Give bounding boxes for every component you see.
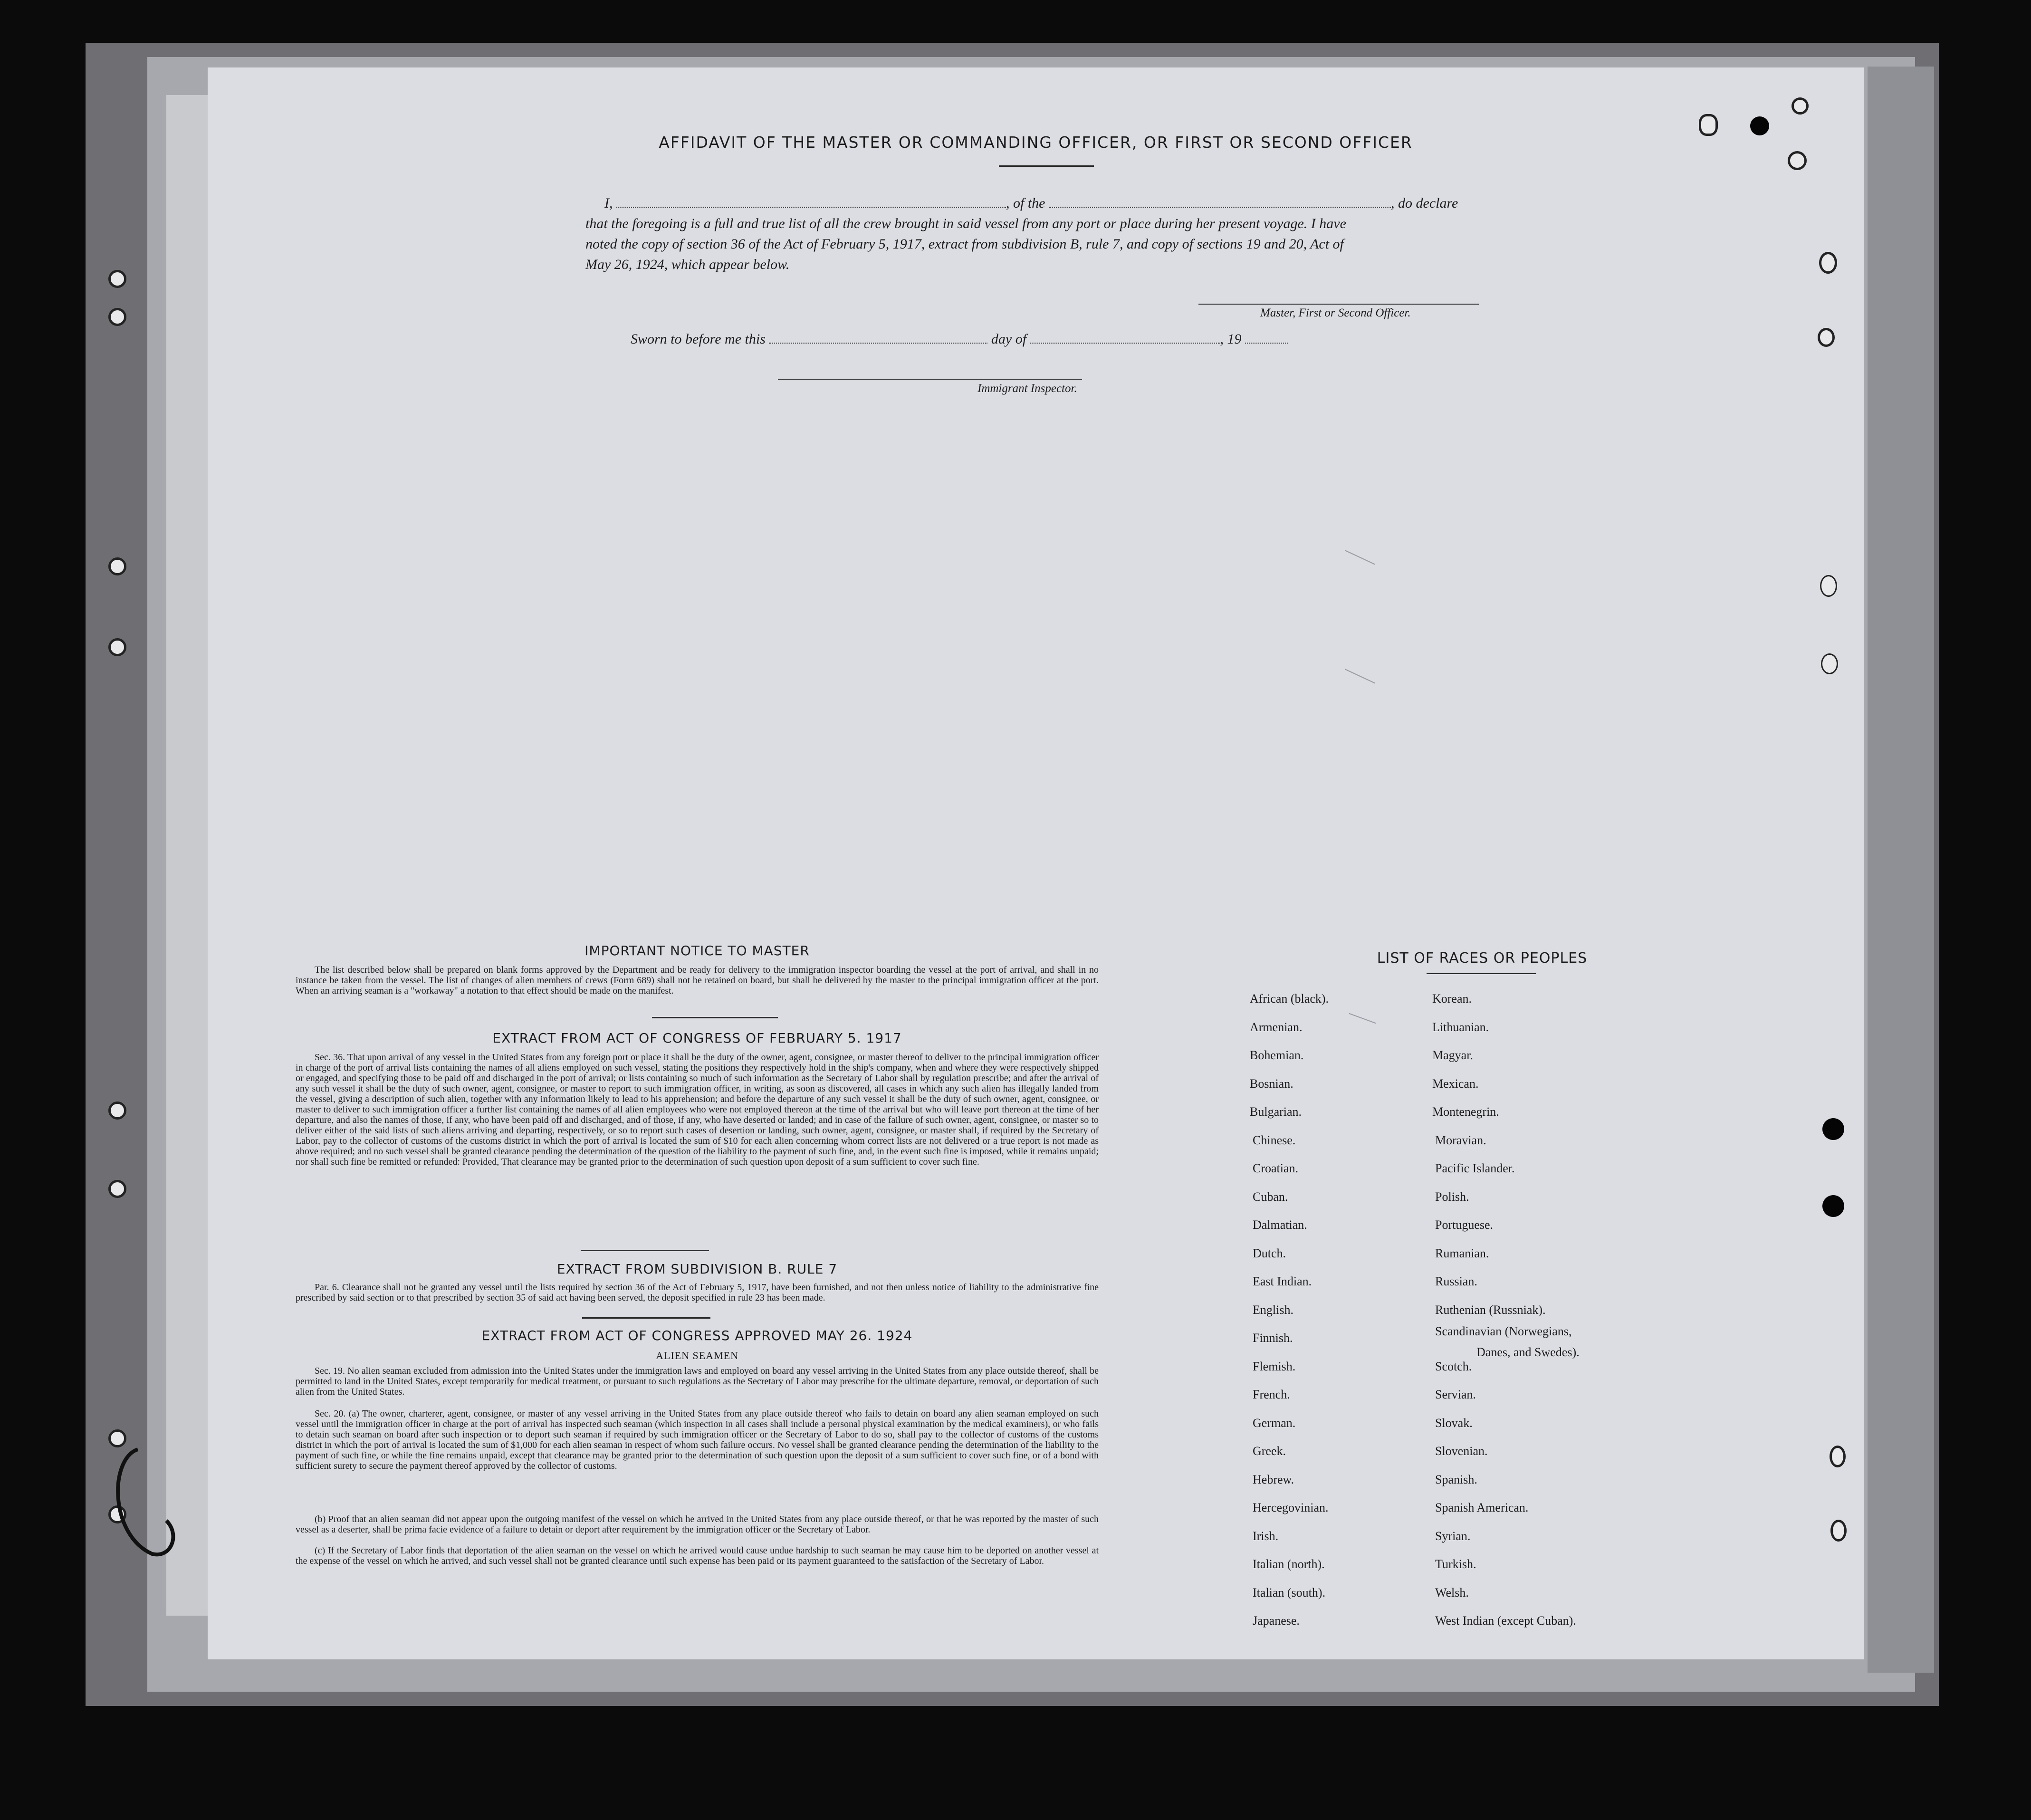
race-item: Slovak. xyxy=(1435,1416,1473,1430)
extract-1917-text: Sec. 36. That upon arrival of any vessel in the United States from any foreign port or place it shall be the duty of the owner, agent, consignee, or master thereof to deliver to the principal immigration officer in charge of the port of arrival lists containing the names of all aliens employed on such vessel, stating the positions they respectively hold in the ship's company, when and where they were respectively shipped or engaged, and specifying those to be paid off and discharged in the port of arrival; or lists containing so much of such information as the Secretary of Labor shall by regulation prescribe; and after the arrival of any such vessel it shall be the duty of such owner, agent, consignee, or master to report to such immigration officer, in writing, as soon as discovered, all cases in which any such alien has illegally landed from the vessel, giving a description of such alien, together with any information likely to lead to his apprehension; and before the departure of any such vessel it shall be the duty of such owner, agent, consignee, or master to deliver to such immigration officer a further list containing the names of all alien employees who were not employed thereon at the time of the arrival but who will leave port thereon at the time of her departure, and also the names of those, if any, who have been paid off and discharged, and of those, if any, who have deserted or landed; and in case of the failure of such owner, agent, consignee, or master so to deliver either of the said lists of such aliens arriving and departing, respectively, or so to report such cases of desertion or landing, such owner, agent, consignee, or master shall, if required by the Secretary of Labor, pay to the collector of customs of the customs district in which the port of arrival is located the sum of $10 for each alien concerning whom correct lists are not delivered or a true report is not made as above required; and no such vessel shall be granted clearance pending the determination of the question of the liability to the payment of such fine, and, in the event such fine is imposed, while it remains unpaid; nor shall such fine be remitted or refunded: Provided, That clearance may be granted prior to the determination of such question upon deposit of a sum sufficient to cover such fine. xyxy=(296,1052,1099,1167)
month-blank[interactable] xyxy=(1030,335,1220,344)
extract-rule7-text: Par. 6. Clearance shall not be granted any vessel until the lists required by section 36 of the Act of February 5, 1917, have been furnished, and not then unless notice of liability to the administrative fine prescribed by said section or to that prescribed by section 35 of said act having been served, the deposit specified in rule 23 has been made. xyxy=(296,1282,1099,1303)
race-item: Flemish. xyxy=(1253,1359,1296,1373)
extract-1917-title: EXTRACT FROM ACT OF CONGRESS OF FEBRUARY 5. 1917 xyxy=(492,1030,902,1046)
alien-seamen-subtitle: ALIEN SEAMEN xyxy=(656,1350,738,1361)
race-item: German. xyxy=(1253,1416,1296,1430)
punch-hole-icon xyxy=(1791,97,1809,115)
race-item: Finnish. xyxy=(1253,1331,1293,1345)
punch-hole-icon xyxy=(1818,328,1835,347)
sec20b-text: (b) Proof that an alien seaman did not appear upon the outgoing manifest of the vessel on which he arrived in the United States from any place outside thereof, or that he was reported by the master of such vessel as a deserter, shall be prima facie evidence of a failure to detain or deport after requirement by the immigration officer or the Secretary of Labor. xyxy=(296,1514,1099,1535)
binder-hole-icon xyxy=(108,638,126,656)
race-item: Bosnian. xyxy=(1250,1076,1293,1091)
year-blank[interactable] xyxy=(1245,335,1288,344)
race-item: Cuban. xyxy=(1253,1189,1288,1204)
race-item: Hercegovinian. xyxy=(1253,1501,1329,1514)
binder-hole-icon xyxy=(108,1180,126,1198)
of-the-label: , of the xyxy=(1006,195,1045,211)
section-divider xyxy=(652,1017,778,1018)
punch-hole-icon xyxy=(1821,653,1838,674)
day-of-label: day of xyxy=(991,331,1027,347)
race-item: Korean. xyxy=(1432,992,1472,1006)
race-item: Polish. xyxy=(1435,1189,1469,1204)
affidavit-line-4: May 26, 1924, which appear below. xyxy=(585,257,790,272)
master-signature-line[interactable] xyxy=(1198,304,1479,305)
sworn-line xyxy=(631,331,1288,347)
race-item: Dalmatian. xyxy=(1253,1218,1307,1232)
race-item: Hebrew. xyxy=(1253,1472,1294,1486)
binder-hole-icon xyxy=(108,1102,126,1120)
affidavit-line-1 xyxy=(585,193,1721,213)
do-declare-label: , do declare xyxy=(1391,195,1458,211)
inspector-signature-line[interactable] xyxy=(778,379,1082,380)
race-item: East Indian. xyxy=(1253,1274,1312,1288)
race-item: Slovenian. xyxy=(1435,1444,1488,1458)
name-blank[interactable] xyxy=(616,197,1006,208)
section-divider xyxy=(582,1317,710,1319)
race-item: Dutch. xyxy=(1253,1246,1286,1260)
race-item: Spanish. xyxy=(1435,1472,1477,1486)
extract-rule7-title: EXTRACT FROM SUBDIVISION B. RULE 7 xyxy=(556,1261,838,1277)
race-item: Irish. xyxy=(1253,1529,1279,1543)
punch-hole-icon xyxy=(1819,252,1837,274)
race-item: Portuguese. xyxy=(1435,1218,1494,1232)
punch-hole-icon xyxy=(1820,575,1837,597)
race-item: Croatian. xyxy=(1253,1161,1299,1175)
binding-string-icon xyxy=(109,1440,185,1563)
binder-hole-icon xyxy=(108,308,126,326)
race-item: Lithuanian. xyxy=(1432,1020,1489,1034)
vessel-blank[interactable] xyxy=(1049,197,1391,208)
race-item: Pacific Islander. xyxy=(1435,1161,1515,1175)
race-item: Bohemian. xyxy=(1250,1048,1304,1062)
punch-hole-icon xyxy=(1830,1446,1846,1467)
race-item: Montenegrin. xyxy=(1432,1105,1499,1119)
race-item: Scandinavian (Norwegians, xyxy=(1435,1324,1572,1338)
sec20a-text: Sec. 20. (a) The owner, charterer, agent, consignee, or master of any vessel arriving in the United States from any place outside thereof who fails to detain on board any alien seaman employed on such vessel until the immigration officer in charge at the port of arrival has inspected such seaman (which inspection in all cases shall include a personal physical examination by the medical examiners), or who fails to detain such seaman on board after such inspection or to deport such seaman if required by such immigration officer or the Secretary of Labor to do so, shall pay to the collector of customs of the customs district in which the port of arrival is located the sum of $1,000 for each alien seaman in respect of whom such failure occurs. No vessel shall be granted clearance pending the determination of the liability to the payment of such fine, or while the fine remains unpaid, except that clearance may be granted prior to the determination of such question upon the deposit of a sum sufficient to cover such fine, or of a bond with sufficient surety to secure the payment thereof approved by the collector of customs. xyxy=(296,1408,1099,1471)
title-underline xyxy=(999,165,1094,167)
punch-hole-icon xyxy=(1830,1520,1847,1542)
bleed-through-mark xyxy=(1345,669,1375,683)
race-item: Spanish American. xyxy=(1435,1501,1529,1514)
race-item: West Indian (except Cuban). xyxy=(1435,1614,1576,1628)
binder-hole-icon xyxy=(108,270,126,288)
race-item: Servian. xyxy=(1435,1388,1476,1401)
extract-1924-title: EXTRACT FROM ACT OF CONGRESS APPROVED MAY 26. 1924 xyxy=(481,1328,913,1343)
section-divider xyxy=(581,1250,709,1251)
affidavit-text xyxy=(585,193,1721,275)
i-label: I, xyxy=(604,195,613,211)
race-item: Scotch. xyxy=(1435,1359,1472,1373)
race-item: Magyar. xyxy=(1432,1048,1473,1062)
bleed-through-mark xyxy=(1349,1013,1376,1024)
race-item: Turkish. xyxy=(1435,1557,1476,1571)
punch-hole-icon xyxy=(1822,1195,1844,1217)
race-item: Italian (south). xyxy=(1253,1585,1326,1600)
year-prefix: , 19 xyxy=(1220,331,1242,347)
race-item: Italian (north). xyxy=(1253,1557,1325,1571)
race-item: Armenian. xyxy=(1250,1020,1303,1034)
race-item: English. xyxy=(1253,1303,1293,1317)
binder-hole-icon xyxy=(108,557,126,575)
race-item: Bulgarian. xyxy=(1250,1105,1302,1119)
inspector-caption: Immigrant Inspector. xyxy=(977,382,1077,395)
back-page-edge xyxy=(1868,67,1934,1673)
race-item: Danes, and Swedes). xyxy=(1476,1345,1580,1359)
races-title: LIST OF RACES OR PEOPLES xyxy=(1377,950,1588,967)
master-caption: Master, First or Second Officer. xyxy=(1260,307,1411,319)
day-blank[interactable] xyxy=(769,335,987,344)
bleed-through-mark xyxy=(1345,550,1375,565)
race-item: Ruthenian (Russniak). xyxy=(1435,1303,1546,1317)
race-item: Mexican. xyxy=(1432,1076,1479,1091)
race-item: Syrian. xyxy=(1435,1529,1471,1543)
affidavit-line-3: noted the copy of section 36 of the Act of February 5, 1917, extract from subdivision B, rule 7, and copy of sections 19 and 20, Act of xyxy=(585,236,1344,252)
race-item: Greek. xyxy=(1253,1444,1286,1458)
sec19-text: Sec. 19. No alien seaman excluded from admission into the United States under the immigration laws and employed on board any vessel arriving in the United States from any place outside thereof, shall be permitted to land in the United States, except temporarily for medical treatment, or pursuant to such regulations as the Secretary of Labor may prescribe for the ultimate departure, removal, or deportation of such alien from the United States. xyxy=(296,1366,1099,1397)
notice-title: IMPORTANT NOTICE TO MASTER xyxy=(584,943,810,958)
sworn-label: Sworn to before me this xyxy=(631,331,766,347)
races-title-underline xyxy=(1427,973,1536,974)
race-item: Chinese. xyxy=(1253,1133,1296,1147)
affidavit-line-2: that the foregoing is a full and true list of all the crew brought in said vessel from any port or place during her present voyage. I have xyxy=(585,216,1346,231)
race-item: African (black). xyxy=(1250,992,1329,1006)
notice-text: The list described below shall be prepared on blank forms approved by the Department and be ready for delivery to the immigration inspector boarding the vessel at the port of arrival, and shall in no instance be taken from the vessel. The list of changes of alien members of crews (Form 689) shall not be retained on board, but shall be delivered by the master to the principal immigration officer at the port. When an arriving seaman is a "workaway" a notation to that effect should be made on the manifest. xyxy=(296,965,1099,996)
race-item: French. xyxy=(1253,1388,1290,1401)
punch-hole-icon xyxy=(1750,116,1769,135)
race-item: Welsh. xyxy=(1435,1585,1469,1600)
race-item: Rumanian. xyxy=(1435,1246,1489,1260)
affidavit-title: AFFIDAVIT OF THE MASTER OR COMMANDING OFFICER, OR FIRST OR SECOND OFFICER xyxy=(659,133,1413,152)
race-item: Russian. xyxy=(1435,1274,1477,1288)
race-item: Moravian. xyxy=(1435,1133,1486,1147)
punch-hole-icon xyxy=(1699,114,1718,136)
form-page xyxy=(208,67,1864,1659)
punch-hole-icon xyxy=(1822,1118,1844,1140)
sec20c-text: (c) If the Secretary of Labor finds that deportation of the alien seaman on the vessel on which he arrived would cause undue hardship to such seaman he may cause him to be deported on another vessel at the expense of the vessel on which he arrived, and such vessel shall not be granted clearance until such expense has been paid or its payment guaranteed to the satisfaction of the Secretary of Labor. xyxy=(296,1545,1099,1566)
punch-hole-icon xyxy=(1788,151,1807,170)
race-item: Japanese. xyxy=(1253,1614,1300,1628)
